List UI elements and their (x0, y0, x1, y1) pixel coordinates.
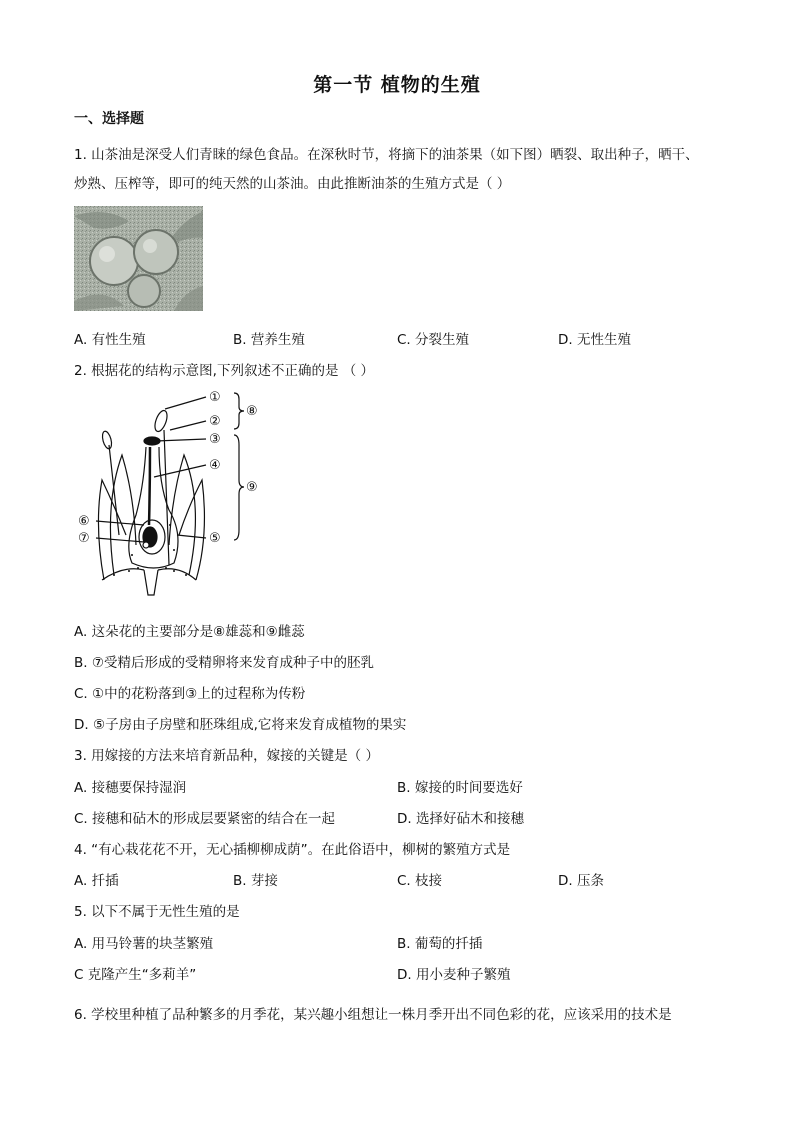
q1-option-c: C. 分裂生殖 (397, 332, 470, 348)
q1-option-d: D. 无性生殖 (558, 332, 631, 348)
q3-option-a: A. 接穗要保持湿润 (74, 780, 187, 796)
q1-stem-line1: 1. 山茶油是深受人们青睐的绿色食品。在深秋时节，将摘下的油茶果（如下图）晒裂、取出种子，晒干、 (74, 147, 699, 163)
label-9: ⑨ (246, 480, 258, 495)
q4-stem: 4. “有心栽花花不开，无心插柳柳成荫”。在此俗语中，柳树的繁殖方式是 (74, 842, 511, 858)
q4-option-c: C. 枝接 (397, 873, 443, 889)
q1-option-b: B. 营养生殖 (233, 332, 305, 348)
q5-option-b: B. 葡萄的扦插 (397, 936, 483, 952)
label-7: ⑦ (78, 531, 90, 546)
flower-structure-diagram (74, 385, 274, 600)
label-6: ⑥ (78, 514, 90, 529)
q5-option-c: C 克隆产生“多莉羊” (74, 967, 197, 983)
section-heading: 一、选择题 (74, 111, 144, 127)
label-2: ② (209, 414, 221, 429)
q4-option-d: D. 压条 (558, 873, 604, 889)
q5-option-d: D. 用小麦种子繁殖 (397, 967, 511, 983)
camellia-fruit-photo (74, 206, 203, 311)
q2-option-d: D. ⑤子房由子房壁和胚珠组成,它将来发育成植物的果实 (74, 717, 407, 733)
q4-option-a: A. 扦插 (74, 873, 119, 889)
q2-stem: 2. 根据花的结构示意图,下列叙述不正确的是 （ ） (74, 363, 375, 379)
q2-option-b: B. ⑦受精后形成的受精卵将来发育成种子中的胚乳 (74, 655, 374, 671)
q2-option-c: C. ①中的花粉落到③上的过程称为传粉 (74, 686, 306, 702)
q4-option-b: B. 芽接 (233, 873, 278, 889)
q1-stem-line2: 炒熟、压榨等，即可的纯天然的山茶油。由此推断油茶的生殖方式是（ ） (74, 176, 511, 192)
q3-option-b: B. 嫁接的时间要选好 (397, 780, 523, 796)
q3-option-c: C. 接穗和砧木的形成层要紧密的结合在一起 (74, 811, 336, 827)
q5-option-a: A. 用马铃薯的块茎繁殖 (74, 936, 214, 952)
label-8: ⑧ (246, 404, 258, 419)
label-1: ① (209, 390, 221, 405)
q1-option-a: A. 有性生殖 (74, 332, 146, 348)
label-5: ⑤ (209, 531, 221, 546)
q6-stem: 6. 学校里种植了品种繁多的月季花，某兴趣小组想让一株月季开出不同色彩的花，应该采用的技术是 (74, 1007, 672, 1023)
q3-option-d: D. 选择好砧木和接穗 (397, 811, 524, 827)
q2-option-a: A. 这朵花的主要部分是⑧雄蕊和⑨雌蕊 (74, 624, 305, 640)
label-4: ④ (209, 458, 221, 473)
q5-stem: 5. 以下不属于无性生殖的是 (74, 904, 240, 920)
page-title: 第一节 植物的生殖 (313, 74, 481, 96)
label-3: ③ (209, 432, 221, 447)
q3-stem: 3. 用嫁接的方法来培育新品种，嫁接的关键是（ ） (74, 748, 379, 764)
